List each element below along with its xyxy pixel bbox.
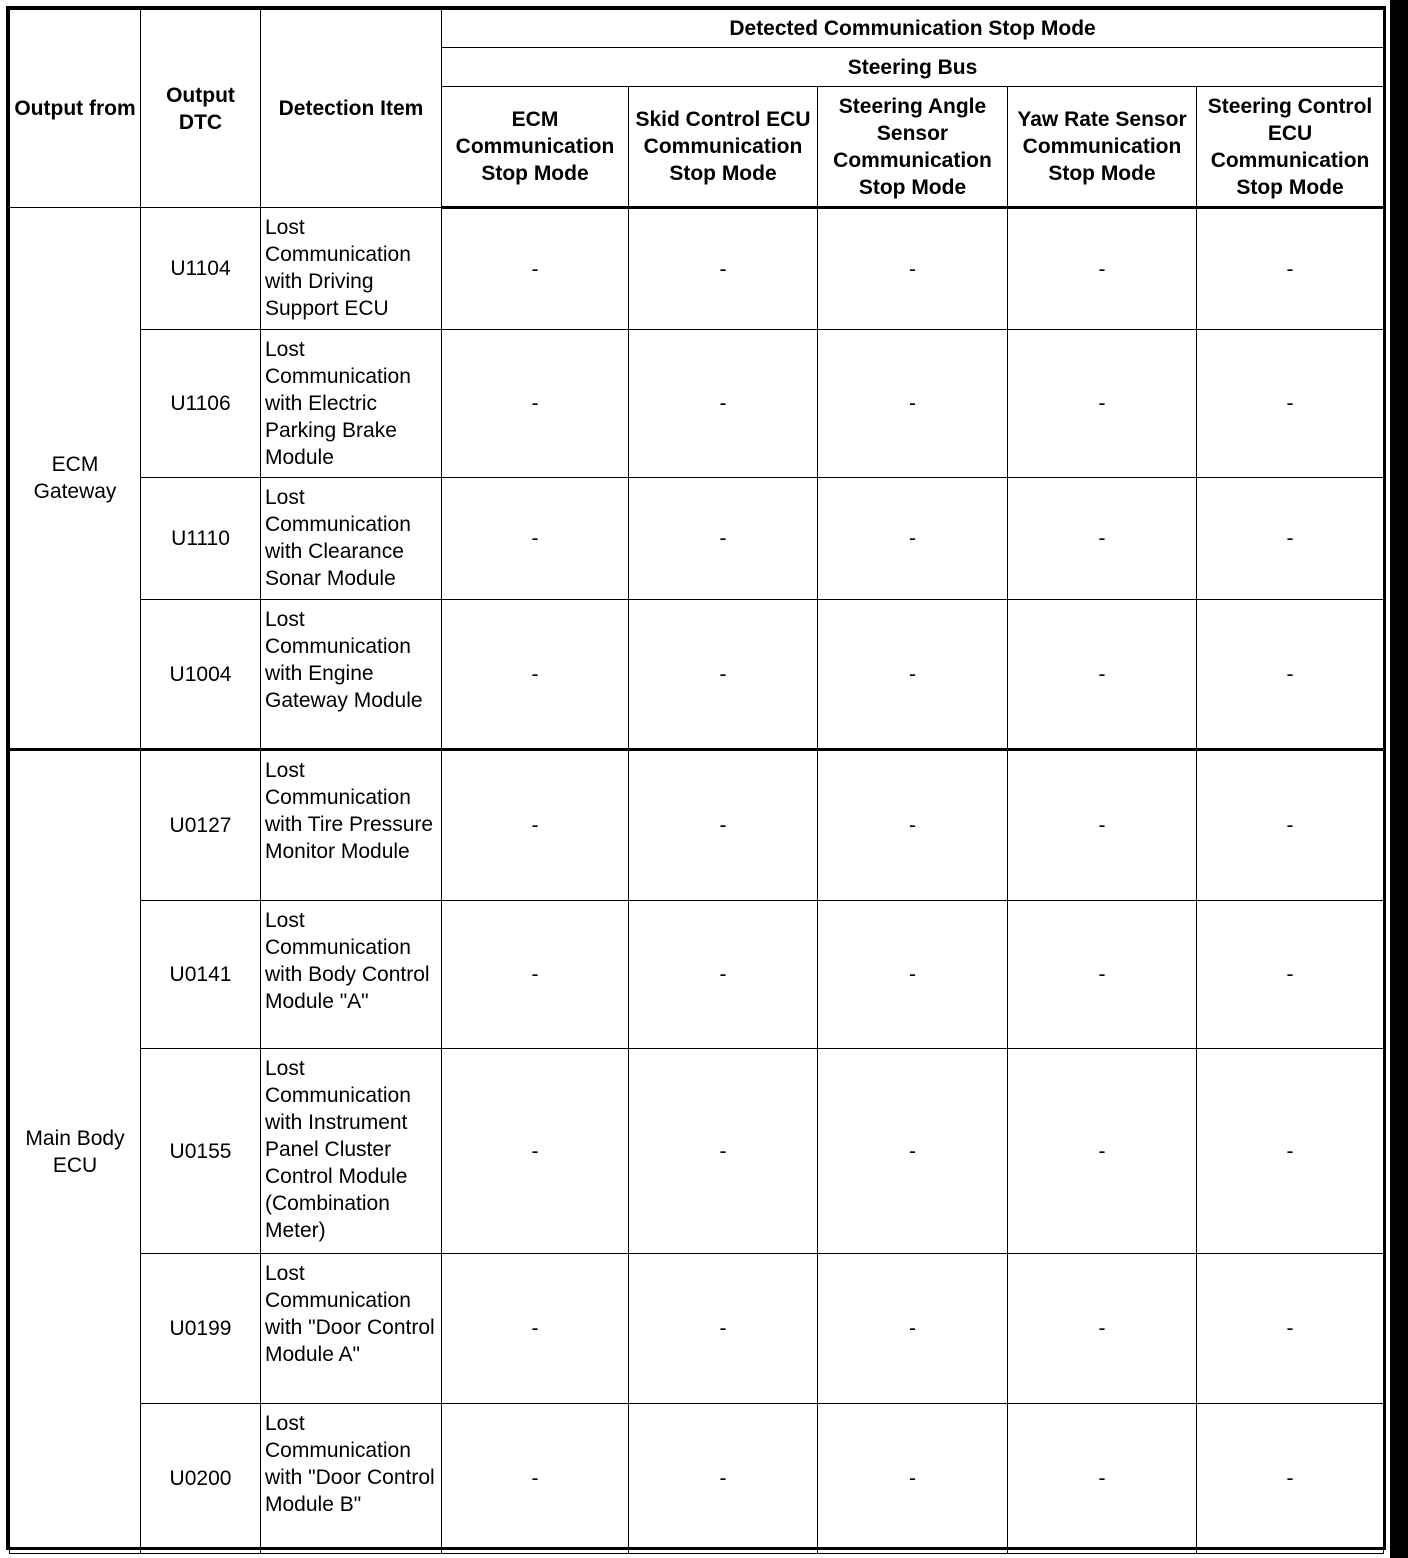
mode-cell: - — [1008, 330, 1197, 478]
header-output-from: Output from — [10, 10, 141, 208]
mode-cell: - — [442, 330, 629, 478]
table-row — [10, 901, 1384, 1049]
mode-cell: - — [1197, 330, 1384, 478]
mode-cell: - — [629, 208, 818, 330]
mode-cell: - — [1197, 1254, 1384, 1404]
mode-cell: - — [818, 750, 1008, 901]
mode-cell: - — [1197, 901, 1384, 1049]
header-mode-ecm: ECM Communication Stop Mode — [442, 87, 629, 208]
mode-cell: - — [442, 208, 629, 330]
table-row — [10, 478, 1384, 600]
mode-cell: - — [818, 330, 1008, 478]
mode-cell: - — [629, 750, 818, 901]
dtc-cell: U0127 — [141, 750, 261, 901]
header-mode-skid-control: Skid Control ECU Communication Stop Mode — [629, 87, 818, 208]
detection-item-cell: Lost Communication with Body Control Module "A" — [261, 901, 442, 1049]
mode-cell: - — [1197, 478, 1384, 600]
mode-cell: - — [1008, 600, 1197, 750]
dtc-cell: U1104 — [141, 208, 261, 330]
mode-cell: - — [629, 1049, 818, 1254]
dtc-cell: U0141 — [141, 901, 261, 1049]
dtc-cell: U1106 — [141, 330, 261, 478]
mode-cell: - — [629, 901, 818, 1049]
mode-cell: - — [818, 1049, 1008, 1254]
mode-cell: - — [442, 901, 629, 1049]
output-from-cell: Main Body ECU — [10, 750, 141, 1554]
mode-cell: - — [818, 478, 1008, 600]
detection-item-cell: Lost Communication with Electric Parking Brake Module — [261, 330, 442, 478]
detection-item-cell: Lost Communication with Tire Pressure Monitor Module — [261, 750, 442, 901]
mode-cell: - — [629, 330, 818, 478]
table-row — [10, 330, 1384, 478]
dtc-cell: U1004 — [141, 600, 261, 750]
mode-cell: - — [1197, 208, 1384, 330]
dtc-cell: U0199 — [141, 1254, 261, 1404]
table-row — [10, 1404, 1384, 1554]
header-steering-bus: Steering Bus — [442, 48, 1384, 87]
table-row — [10, 750, 1384, 901]
mode-cell: - — [442, 1049, 629, 1254]
detection-item-cell: Lost Communication with Driving Support ECU — [261, 208, 442, 330]
header-output-dtc: Output DTC — [141, 10, 261, 208]
mode-cell: - — [818, 208, 1008, 330]
dtc-communication-stop-table — [9, 9, 1384, 1554]
dtc-cell: U1110 — [141, 478, 261, 600]
mode-cell: - — [1008, 1254, 1197, 1404]
mode-cell: - — [442, 1404, 629, 1554]
mode-cell: - — [629, 1254, 818, 1404]
mode-cell: - — [1008, 208, 1197, 330]
mode-cell: - — [818, 901, 1008, 1049]
table-row — [10, 208, 1384, 330]
detection-item-cell: Lost Communication with Engine Gateway Module — [261, 600, 442, 750]
mode-cell: - — [1197, 1049, 1384, 1254]
header-detection-item: Detection Item — [261, 10, 442, 208]
page-edge-bar — [1390, 0, 1408, 1558]
header-mode-yaw-rate: Yaw Rate Sensor Communication Stop Mode — [1008, 87, 1197, 208]
table-row — [10, 600, 1384, 750]
mode-cell: - — [1008, 478, 1197, 600]
mode-cell: - — [629, 478, 818, 600]
mode-cell: - — [1008, 1404, 1197, 1554]
dtc-cell: U0200 — [141, 1404, 261, 1554]
mode-cell: - — [1197, 600, 1384, 750]
mode-cell: - — [442, 600, 629, 750]
mode-cell: - — [1008, 1049, 1197, 1254]
mode-cell: - — [818, 600, 1008, 750]
header-mode-steering-angle: Steering Angle Sensor Communication Stop Mode — [818, 87, 1008, 208]
mode-cell: - — [442, 478, 629, 600]
mode-cell: - — [818, 1404, 1008, 1554]
mode-cell: - — [1197, 750, 1384, 901]
table-row — [10, 1254, 1384, 1404]
mode-cell: - — [1008, 750, 1197, 901]
output-from-cell: ECM Gateway — [10, 208, 141, 750]
mode-cell: - — [629, 1404, 818, 1554]
mode-cell: - — [818, 1254, 1008, 1404]
header-mode-steering-control: Steering Control ECU Communication Stop Mode — [1197, 87, 1384, 208]
mode-cell: - — [1197, 1404, 1384, 1554]
detection-item-cell: Lost Communication with "Door Control Module A" — [261, 1254, 442, 1404]
mode-cell: - — [442, 1254, 629, 1404]
detection-item-cell: Lost Communication with Clearance Sonar Module — [261, 478, 442, 600]
mode-cell: - — [629, 600, 818, 750]
mode-cell: - — [1008, 901, 1197, 1049]
header-detected-mode: Detected Communication Stop Mode — [442, 10, 1384, 48]
detection-item-cell: Lost Communication with Instrument Panel Cluster Control Module (Combination Meter) — [261, 1049, 442, 1254]
table-row — [10, 1049, 1384, 1254]
mode-cell: - — [442, 750, 629, 901]
dtc-cell: U0155 — [141, 1049, 261, 1254]
detection-item-cell: Lost Communication with "Door Control Module B" — [261, 1404, 442, 1554]
